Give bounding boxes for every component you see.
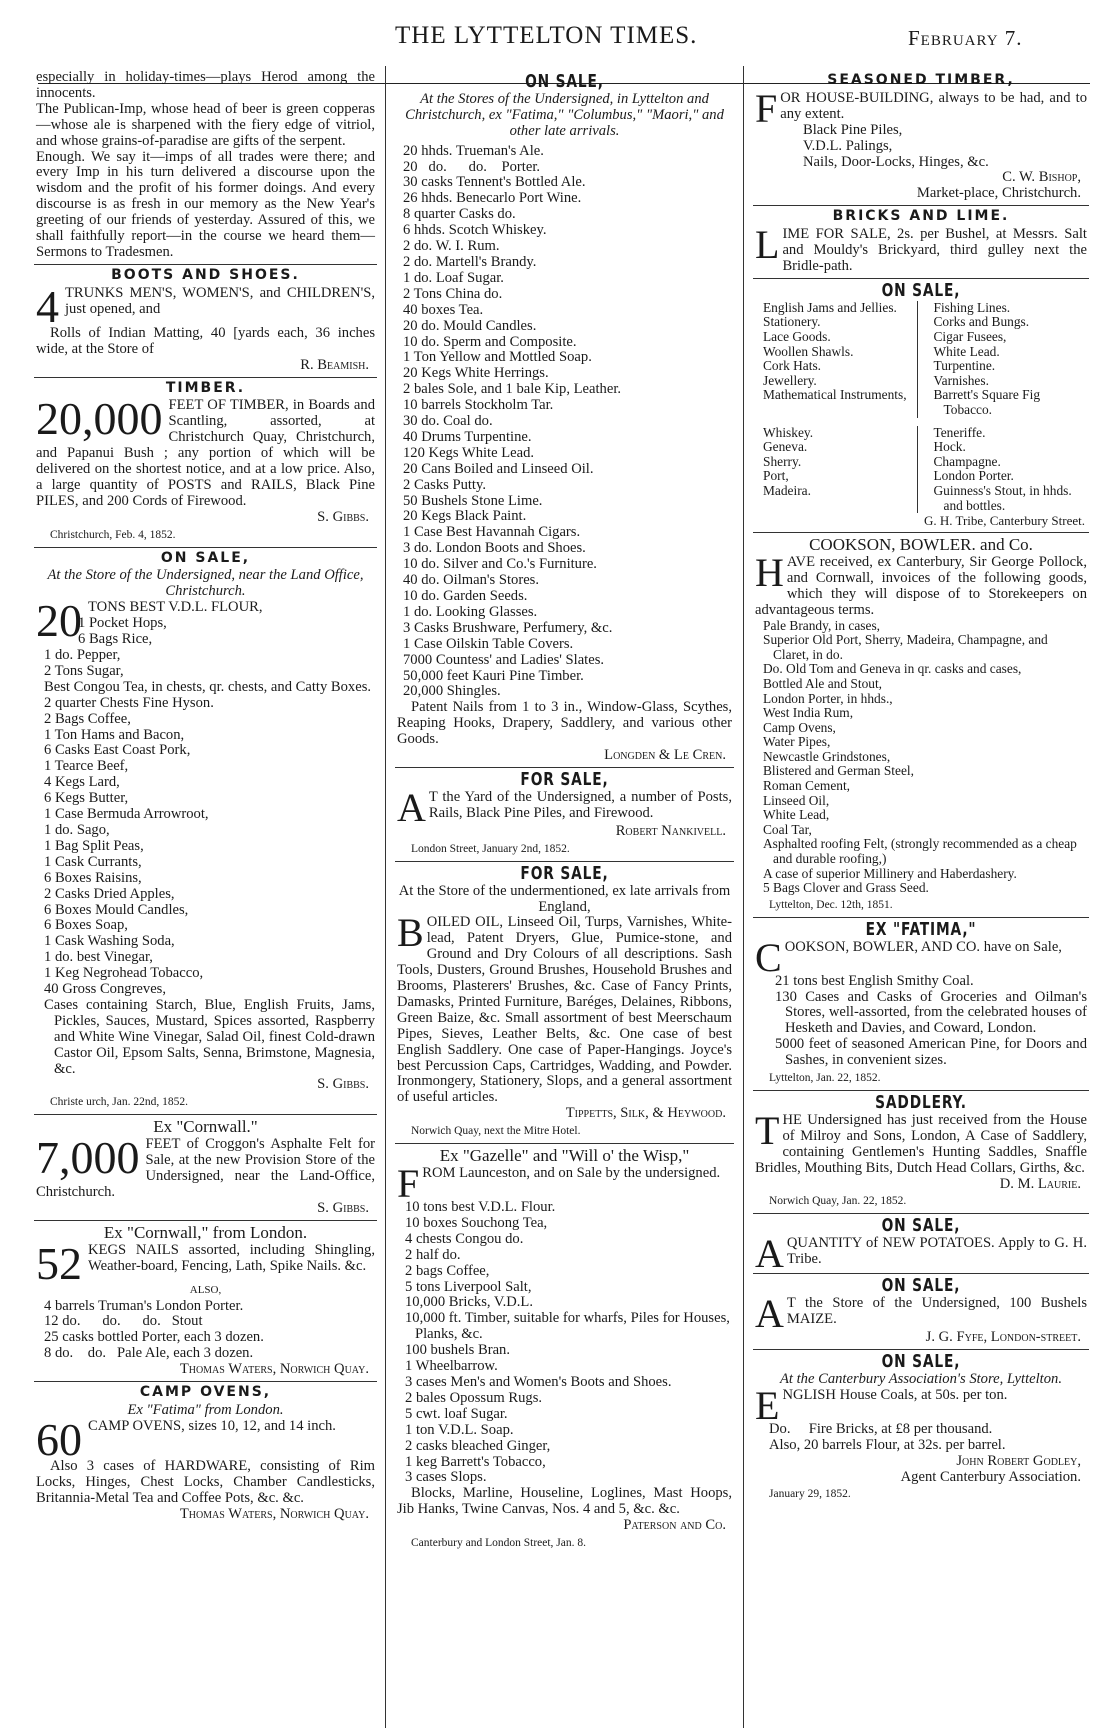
ad-heading: ON SALE, (881, 1275, 961, 1297)
list-item: Do. Fire Bricks, at £8 per thousand. (769, 1420, 993, 1437)
list-item: 26 hhds. Benecarlo Port Wine. (403, 190, 582, 207)
ad-signature: Paterson and Co. (623, 1517, 726, 1534)
ad-body-2: Blocks, Marline, Houseline, Loglines, Mast Hoops, Jib Hanks, Twine Canvas, Nos. 4 and 5, &c. &c. (397, 1485, 732, 1518)
list-item: 120 Kegs White Lead. (403, 444, 535, 461)
list-item: Stationery. (763, 314, 821, 330)
ad-dateline: Lyttelton, Jan. 22, 1852. (769, 1072, 881, 1085)
ad-subheading: At the Canterbury Association's Store, Lyttelton. (780, 1370, 1062, 1387)
ad-heading: CAMP OVENS, (139, 1384, 272, 1401)
ad-signature: Thomas Waters, Norwich Quay. (179, 1505, 369, 1522)
list-item: 10 do. Silver and Co.'s Furniture. (403, 556, 597, 573)
ad-body: OR HOUSE-BUILDING, always to be had, and to any extent. (780, 89, 1087, 122)
list-item: 1 Case Best Havannah Cigars. (403, 524, 581, 541)
ad-signature: John Robert Godley, (956, 1452, 1081, 1469)
list-right (917, 426, 1088, 514)
list-item: 1 Bag Split Peas, (44, 837, 144, 854)
list-item: 2 Casks Dried Apples, (44, 885, 175, 902)
list-item: Nails, Door-Locks, Hinges, &c. (803, 153, 989, 170)
ad-heading: FOR SALE, (520, 768, 609, 790)
list-item: 6 Casks East Coast Pork, (44, 742, 191, 759)
list-item: 5 Bags Clover and Grass Seed. (763, 880, 929, 896)
column-2 (395, 70, 734, 1722)
list-item: West India Rum, (763, 705, 854, 721)
ad-saddlery (753, 1091, 1089, 1214)
list-item: 1 ton V.D.L. Soap. (405, 1421, 514, 1438)
ad-yard-sale (395, 768, 734, 862)
ad-signature: Robert Nankivell. (615, 822, 726, 839)
drop-cap: A (397, 784, 426, 830)
ad-kegs-nails (34, 1222, 377, 1382)
list-item: 30 do. Coal do. (403, 413, 493, 430)
list-item: Asphalted roofing Felt, (strongly recommended as a cheap and durable roofing,) (763, 836, 1077, 867)
ad-body: KEGS NAILS assorted, including Shingling, Weather-board, Fencing, Lath, Spike Nails. &c. (88, 1241, 375, 1274)
list-item: 2 bags Coffee, (405, 1262, 490, 1279)
list-item: 20,000 Shingles. (403, 683, 501, 700)
item-list (397, 1200, 732, 1486)
ad-subheading: At the Store of the undermentioned, ex late arrivals from England, (398, 882, 731, 915)
list-item: 100 bushels Bran. (405, 1342, 510, 1359)
ad-body: NGLISH House Coals, at 50s. per ton. (782, 1386, 1008, 1403)
ad-subheading: At the Store of the Undersigned, near the Land Office, Christchurch. (47, 567, 364, 600)
list-item: 8 quarter Casks do. (403, 206, 516, 223)
ad-number: 60 (36, 1413, 82, 1465)
drop-cap: F (397, 1161, 420, 1206)
drop-cap: H (755, 549, 784, 595)
drop-cap: B (397, 910, 424, 956)
ad-address: Market-place, Christchurch. (916, 185, 1081, 202)
list-item: 20 do. Mould Candles. (403, 317, 537, 334)
list-item: 1 Tearce Beef, (44, 758, 129, 775)
list-item: Corks and Bungs. (933, 314, 1030, 330)
list-item: 1 do. Sago, (44, 821, 110, 838)
ad-body-2: Also 3 cases of HARDWARE, consisting of Rim Locks, Hinges, Chest Locks, Chamber Candlesticks, Britannia-Metal Tea and Coffee Pots, &c. &c. (36, 1457, 375, 1506)
list-item: Newcastle Grindstones, (763, 748, 891, 764)
list-item: 1 Pocket Hops, (78, 615, 167, 632)
list-item: Woollen Shawls. (763, 343, 854, 359)
list-item: 40 Gross Congreves, (44, 981, 167, 998)
ad-also: ALSO, (189, 1283, 222, 1296)
ad-cookson (753, 537, 1089, 918)
list-item: English Jams and Jellies. (763, 299, 897, 315)
list-item: 40 do. Oilman's Stores. (403, 572, 539, 589)
ad-heading: ON SALE, (881, 1351, 961, 1373)
list-item: Coal Tar, (763, 821, 812, 837)
list-item: 1 do. best Vinegar, (44, 949, 153, 966)
issue-date: February 7. (908, 26, 1023, 50)
item-list (36, 616, 375, 1077)
list-item: 6 Boxes Raisins, (44, 869, 142, 886)
list-item: Fishing Lines. (933, 299, 1011, 315)
list-item: 1 Ton Yellow and Mottled Soap. (403, 349, 592, 366)
ad-heading: BOOTS AND SHOES. (111, 266, 300, 283)
ad-heading: EX "FATIMA," (865, 918, 977, 940)
ad-timber (34, 381, 377, 548)
ad-body: FEET OF TIMBER, in Boards and Scantling, assorted, at Christchurch Quay, Christchurch, and Papanui Bush ; any portion of which will be delivered on the shortest notice, and at a low price. Also, a large quantity of POSTS and RAILS, Black Pine PILES, and 200 Cords of Firewood. (36, 397, 375, 509)
list-item: 2 half do. (405, 1246, 461, 1263)
list-item: Cork Hats. (763, 358, 822, 374)
ad-heading: SEASONED TIMBER, (827, 72, 1015, 88)
ad-dateline: Christchurch, Feb. 4, 1852. (50, 528, 176, 541)
list-item: 40 boxes Tea. (403, 301, 484, 318)
list-item: Guinness's Stout, in hhds. and bottles. (933, 482, 1072, 513)
list-item: 1 do. Looking Glasses. (403, 603, 538, 620)
drop-cap: T (755, 1107, 780, 1153)
ad-body: CAMP OVENS, sizes 10, 12, and 14 inch. (88, 1417, 336, 1434)
ad-heading: Ex "Cornwall." (153, 1117, 258, 1137)
ad-signature: J. G. Fyfe, London-street. (925, 1329, 1081, 1346)
ad-signature: Longden & Le Cren. (604, 747, 726, 764)
list-item: Jewellery. (763, 372, 817, 388)
list-item: 130 Cases and Casks of Groceries and Oilman's Stores, well-assorted, from the celebrated houses of Hesketh and Davies, and Coward, London. (775, 988, 1087, 1037)
list-item: 3 cases Slops. (405, 1469, 487, 1486)
list-item: 3 Casks Brushware, Perfumery, &c. (403, 619, 613, 636)
list-item: 20 Kegs Black Paint. (403, 508, 527, 525)
ad-signature: Tippetts, Silk, & Heywood. (565, 1105, 726, 1122)
ad-number: 4 (36, 280, 59, 332)
list-item: London Porter, in hhds., (763, 690, 893, 706)
list-item: 2 Tons China do. (403, 285, 503, 302)
ad-number: 20 (36, 595, 82, 647)
drop-cap: F (755, 85, 778, 131)
ad-signature: S. Gibbs. (317, 1199, 369, 1216)
list-item: 50 Bushels Stone Lime. (403, 492, 543, 509)
ad-heading: FOR SALE, (520, 862, 609, 884)
list-item: Barrett's Square Fig Tobacco. (933, 387, 1041, 417)
sermon-excerpt (34, 70, 377, 265)
list-item: Also, 20 barrels Flour, at 32s. per barrel. (769, 1436, 1006, 1453)
ad-signature: R. Beamish. (300, 356, 369, 373)
list-item: Lace Goods. (763, 328, 831, 344)
list-item: 25 casks bottled Porter, each 3 dozen. (44, 1329, 264, 1346)
list-item: 5 cwt. loaf Sugar. (405, 1405, 508, 1422)
list-item: 1 Keg Negrohead Tobacco, (44, 965, 204, 982)
ad-asphalte-felt (34, 1119, 377, 1220)
ad-dateline: Christe urch, Jan. 22nd, 1852. (50, 1096, 188, 1109)
ad-body: OOKSON, BOWLER, AND CO. have on Sale, (784, 938, 1062, 955)
list-item: 1 Cask Currants, (44, 853, 142, 870)
ad-maize (753, 1275, 1089, 1350)
list-item: Cigar Fusees, (933, 328, 1007, 344)
list-item: Roman Cement, (763, 778, 851, 794)
column-1 (34, 70, 377, 1722)
list-item: 10 do. Garden Seeds. (403, 588, 528, 604)
drop-cap: A (755, 1231, 784, 1277)
ad-number: 20,000 (36, 393, 163, 445)
ad-body-2: Rolls of Indian Matting, 40 [yards each, 36 inches wide, at the Store of (36, 324, 375, 357)
list-item: 2 do. Martell's Brandy. (403, 253, 537, 270)
list-right (917, 301, 1088, 418)
list-item: Port, (763, 468, 789, 484)
ad-dateline: Norwich Quay, Jan. 22, 1852. (769, 1195, 907, 1208)
list-item: 1 Case Bermuda Arrowroot, (44, 806, 209, 823)
list-item: Champagne. (933, 453, 1001, 469)
ad-heading: ON SALE, (881, 1215, 961, 1237)
list-item: Whiskey. (763, 424, 814, 440)
drop-cap: A (755, 1291, 784, 1337)
list-item: 10 barrels Stockholm Tar. (403, 397, 554, 414)
list-item: Bottled Ale and Stout, (763, 675, 883, 691)
list-item: White Lead, (763, 807, 830, 823)
list-item: 6 Boxes Soap, (44, 917, 128, 934)
list-item: White Lead. (933, 343, 1000, 359)
list-item: Best Congou Tea, in chests, qr. chests, and Catty Boxes. (44, 678, 372, 695)
list-item: 2 bales Sole, and 1 bale Kip, Leather. (403, 381, 622, 398)
list-item: 8 do. do. Pale Ale, each 3 dozen. (44, 1345, 254, 1362)
list-item: 21 tons best English Smithy Coal. (775, 972, 974, 989)
drop-cap: L (755, 222, 780, 268)
list-item: 20 do. do. Porter. (403, 158, 541, 175)
ad-number: 7,000 (36, 1132, 140, 1184)
masthead (0, 22, 1114, 62)
list-item: 2 Bags Coffee, (44, 710, 131, 727)
ad-subheading: At the Stores of the Undersigned, in Lyttelton and Christchurch, ex "Fatima," "Columbus," "Maori," and other late arrivals. (405, 90, 724, 139)
list-item: 6 Boxes Mould Candles, (44, 901, 189, 918)
list-item: Turpentine. (933, 358, 996, 374)
list-item: Blistered and German Steel, (763, 763, 914, 779)
list-item: A case of superior Millinery and Haberdashery. (763, 865, 1017, 881)
ad-bricks-lime (753, 209, 1089, 279)
list-item: 2 quarter Chests Fine Hyson. (44, 694, 214, 711)
column-3 (753, 70, 1089, 1722)
list-item: 4 chests Congou do. (405, 1230, 524, 1247)
list-item: 50,000 feet Kauri Pine Timber. (403, 667, 584, 684)
ad-heading: SADDLERY. (875, 1091, 967, 1113)
item-list (755, 619, 1087, 896)
ad-coals (753, 1351, 1089, 1506)
list-item: 20 Cans Boiled and Linseed Oil. (403, 460, 594, 477)
list-item: Varnishes. (933, 372, 989, 388)
ad-flour-sale (34, 551, 377, 1116)
list-item: 1 Cask Washing Soda, (44, 933, 175, 950)
ad-gazelle (395, 1148, 734, 1555)
drop-cap: E (755, 1382, 780, 1428)
ad-camp-ovens (34, 1385, 377, 1525)
list-item: Water Pipes, (763, 734, 831, 750)
list-item: 10 boxes Souchong Tea, (405, 1214, 548, 1231)
list-item: Hock. (933, 439, 966, 455)
list-left (755, 301, 917, 418)
drop-cap: C (755, 934, 782, 980)
ad-tribe-sale (753, 279, 1089, 533)
list-item: 2 Casks Putty. (403, 476, 486, 493)
column-divider (385, 66, 386, 1728)
ad-signature: C. W. Bishop, (1002, 169, 1081, 186)
ad-dateline: Canterbury and London Street, Jan. 8. (411, 1537, 587, 1550)
ad-body: TRUNKS MEN'S, WOMEN'S, and CHILDREN'S, just opened, and (65, 284, 375, 317)
ad-oil-sale (395, 862, 734, 1144)
list-item: 12 do. do. do. Stout (44, 1313, 203, 1330)
list-item: 2 Tons Sugar, (44, 662, 124, 679)
list-item: Madeira. (763, 482, 811, 498)
list-item: 30 casks Tennent's Bottled Ale. (403, 174, 586, 191)
ad-signature: S. Gibbs. (317, 508, 369, 525)
ad-signature: D. M. Laurie. (999, 1175, 1081, 1192)
ad-heading: ON SALE, (525, 71, 604, 92)
ad-body: ROM Launceston, and on Sale by the undersigned. (422, 1165, 721, 1181)
list-item: Linseed Oil, (763, 792, 830, 808)
ad-heading: Ex "Gazelle" and "Will o' the Wisp," (439, 1146, 690, 1166)
list-item: 1 Ton Hams and Bacon, (44, 726, 185, 743)
list-item: Sherry. (763, 453, 802, 469)
ad-seasoned-timber (753, 73, 1089, 206)
newspaper-title: THE LYTTELTON TIMES. (395, 22, 698, 49)
list-item: 2 casks bleached Ginger, (405, 1437, 551, 1454)
list-item: Superior Old Port, Sherry, Madeira, Champagne, and Claret, in do. (763, 632, 1048, 662)
list-item: 1 do. Loaf Sugar. (403, 269, 504, 286)
ad-signature-title: Agent Canterbury Association. (900, 1468, 1081, 1485)
ad-body: QUANTITY of NEW POTATOES. Apply to G. H. Tribe. (786, 1235, 1087, 1268)
list-item: 3 do. London Boots and Shoes. (403, 540, 586, 557)
list-item: 40 Drums Turpentine. (403, 428, 532, 445)
ad-body: FEET of Croggon's Asphalte Felt for Sale, at the new Provision Store of the Undersigned, near the Land-Office, Christchurch. (36, 1136, 375, 1200)
list-item: 5 tons Liverpool Salt, (405, 1278, 532, 1295)
ad-body: IME FOR SALE, 2s. per Bushel, at Messrs. Salt and Mouldy's Brickyard, third gulley next the Bridle-path. (782, 226, 1087, 274)
ad-signature: Thomas Waters, Norwich Quay. (179, 1361, 369, 1378)
list-item: 7000 Countess' and Ladies' Slates. (403, 651, 605, 668)
ad-signature: G. H. Tribe, Canterbury Street. (923, 513, 1085, 529)
list-item: Do. Old Tom and Geneva in qr. casks and cases, (763, 661, 1022, 677)
list-item: Teneriffe. (933, 424, 986, 440)
list-item: 10,000 Bricks, V.D.L. (405, 1294, 533, 1311)
sermon-text: especially in holiday-times—plays Herod among the innocents. The Publican-Imp, whose head of beer is green copperas—whose ale is sharpened with the fiery edge of vitriol, and whose grains-of-paradise are gifts of the serpent. Enough. We say it—imps of all trades were there; and every Imp in his turn delivered a discourse upon the wisdom and the profit of his former doings. And every discourse is as fresh in our memory as the New Year's greeting of our friends of yesterday. Assured of this, we shall faithfully report—in the course we heard them—Sermons to Tradesmen. (36, 70, 375, 260)
list-item: 6 Bags Rice, (78, 631, 153, 648)
ad-dateline: January 29, 1852. (769, 1488, 851, 1501)
ad-body: T the Store of the Undersigned, 100 Bushels MAIZE. (786, 1295, 1087, 1328)
ad-heading: ON SALE, (881, 279, 961, 301)
list-item: Mathematical Instruments, (763, 387, 907, 403)
ad-body: Patent Nails from 1 to 3 in., Window-Glass, Scythes, Reaping Hooks, Drapery, Saddlery, and various other Goods. (397, 699, 732, 748)
ad-body: HE Undersigned has just received from the House of Milroy and Sons, London, A Case of Saddlery, containing Gentlemen's Hunting Saddles, Snaffle Bridles, Mouthing Bits, Dutch Head Collars, Girths, &c. (755, 1111, 1087, 1176)
list-item: 10,000 ft. Timber, suitable for wharfs, Piles for Houses, Planks, &c. (405, 1310, 730, 1343)
list-item: 1 Case Oilskin Table Covers. (403, 635, 574, 652)
ad-number: 52 (36, 1237, 82, 1289)
ad-dateline: Norwich Quay, next the Mitre Hotel. (411, 1125, 581, 1138)
ad-body: OILED OIL, Linseed Oil, Turps, Varnishes, White-lead, Patent Dryers, Glue, Pumice-stone, and Ground and Dry Colours of all descriptions. Sash Tools, Dusters, Ground Brushes, Household Brushes and Brooms, Plasterers' Brushes, &c. Case of Fancy Prints, Damasks, Printed Furniture, Baréges, Delaines, Ribbons, Green Baize, &c. Small assortment of best Meerschaum Pipes, Sieves, Leather Belts, &c. One case of best English Saddlery. One case of Paper-Hangings. Joyce's best Percussion Caps, Cartridges, Wadding, and Powder. Ironmongery, Stationery, Slops, and a general assortment of useful articles. (397, 914, 732, 1106)
list-left (755, 426, 917, 514)
list-item: 3 cases Men's and Women's Boots and Shoes. (405, 1373, 672, 1390)
ad-potatoes (753, 1215, 1089, 1277)
list-item: Cases containing Starch, Blue, English Fruits, Jams, Pickles, Sauces, Mustard, Spices assorted, Raspberry and White Wine Vinegar, Salad Oil, finest Cold-drawn Castor Oil, Epsom Salts, Senna, Brimstone, Magnesia, &c. (44, 996, 375, 1077)
ad-heading: BRICKS AND LIME. (832, 208, 1010, 225)
ad-subheading: Ex "Fatima" from London. (127, 1401, 284, 1418)
list-item: 1 keg Barrett's Tobacco, (405, 1453, 546, 1470)
list-item: Camp Ovens, (763, 719, 836, 735)
ad-body: T the Yard of the Undersigned, a number of Posts, Rails, Black Pine Piles, and Firewood. (428, 788, 732, 821)
column-divider (743, 66, 744, 1728)
list-item: Geneva. (763, 439, 808, 455)
ad-body: AVE received, ex Canterbury, Sir George Pollock, and Cornwall, invoices of the following goods, which they will dispose of to Storekeepers on advantageous terms. (755, 553, 1087, 618)
ad-boots (34, 268, 377, 378)
list-item: V.D.L. Palings, (803, 137, 893, 154)
ad-dateline: London Street, January 2nd, 1852. (411, 842, 570, 855)
list-item: 2 do. W. I. Rum. (403, 238, 500, 255)
ad-signature: S. Gibbs. (317, 1076, 369, 1093)
two-column-list (755, 301, 1087, 418)
list-item: 20 hhds. Trueman's Ale. (403, 142, 544, 159)
list-item: 6 Kegs Butter, (44, 790, 129, 807)
list-item: 1 do. Pepper, (44, 647, 121, 663)
ad-dateline: Lyttelton, Dec. 12th, 1851. (769, 898, 893, 911)
list-item: 4 barrels Truman's London Porter. (44, 1297, 244, 1314)
list-item: Pale Brandy, in cases, (763, 617, 881, 633)
list-item: 1 Wheelbarrow. (405, 1358, 498, 1375)
two-column-list (755, 426, 1087, 514)
list-item: 10 do. Sperm and Composite. (403, 333, 577, 350)
ad-ex-fatima (753, 918, 1089, 1091)
ad-heading: TIMBER. (165, 379, 246, 396)
list-item: Black Pine Piles, (803, 121, 903, 138)
list-item: 2 bales Opossum Rugs. (405, 1389, 543, 1406)
list-item: 20 Kegs White Herrings. (403, 365, 549, 382)
ad-longden-sale (395, 71, 734, 768)
list-item: 10 tons best V.D.L. Flour. (405, 1199, 556, 1215)
ad-body: TONS BEST V.D.L. FLOUR, (88, 599, 263, 616)
ad-heading: Ex "Cornwall," from London. (103, 1222, 308, 1242)
list-item: London Porter. (933, 468, 1014, 484)
ad-heading: ON SALE, (160, 549, 251, 566)
list-item: 6 hhds. Scotch Whiskey. (403, 222, 547, 239)
list-item: 4 Kegs Lard, (44, 774, 120, 791)
item-list (397, 144, 732, 701)
list-item: 5000 feet of seasoned American Pine, for Doors and Sashes, in convenient sizes. (775, 1036, 1087, 1069)
ad-heading: COOKSON, BOWLER. and Co. (809, 535, 1033, 554)
